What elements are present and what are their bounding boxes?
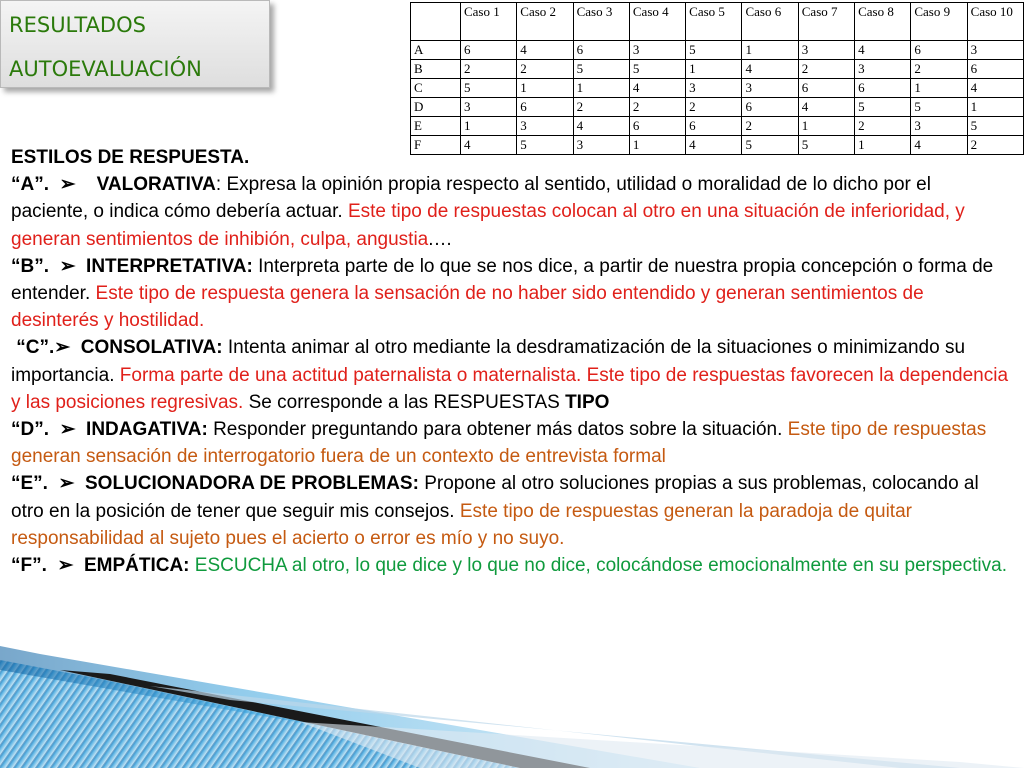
table-cell: 5 xyxy=(517,136,573,155)
table-cell: 4 xyxy=(460,136,516,155)
table-cell: 2 xyxy=(911,60,967,79)
style-d-desc: Responder preguntando para obtener más datos sobre la situación. xyxy=(213,419,783,441)
table-cell: 1 xyxy=(911,79,967,98)
table-cell: 1 xyxy=(742,41,798,60)
style-e-tag: “E”. xyxy=(11,473,48,495)
header-caso-7: Caso 7 xyxy=(798,3,854,41)
style-d-tag: “D”. xyxy=(11,419,49,441)
table-cell: 4 xyxy=(911,136,967,155)
section-heading: ESTILOS DE RESPUESTA. xyxy=(11,147,250,168)
table-cell: 6 xyxy=(798,79,854,98)
table-cell: 4 xyxy=(573,117,629,136)
style-f-effect: ESCUCHA al otro, lo que dice y lo que no dice, colocándose emocionalmente en su perspectiva. xyxy=(194,555,1007,577)
table-header-row xyxy=(411,3,1024,41)
table-corner-cell xyxy=(411,3,461,41)
style-a-tag: “A”. xyxy=(11,174,49,196)
table-cell: 5 xyxy=(967,117,1023,136)
style-e-effect: Este tipo de respuestas generan la paradoja de quitar responsabilidad al sujeto pues el acierto o error es mío y no suyo. xyxy=(11,500,912,549)
table-cell: 1 xyxy=(573,79,629,98)
table-cell: 6 xyxy=(629,117,685,136)
table-cell: 3 xyxy=(460,98,516,117)
table-cell: 3 xyxy=(686,79,742,98)
table-cell: 5 xyxy=(629,60,685,79)
bullet-arrow-icon: ➢ xyxy=(59,419,76,441)
header-caso-2: Caso 2 xyxy=(517,3,573,41)
header-caso-4: Caso 4 xyxy=(629,3,685,41)
style-a-paragraph xyxy=(11,171,1011,253)
table-cell: 1 xyxy=(855,136,911,155)
table-cell: 1 xyxy=(629,136,685,155)
table-cell: 3 xyxy=(967,41,1023,60)
table-cell: 5 xyxy=(742,136,798,155)
table-row xyxy=(411,117,1024,136)
table-cell: 5 xyxy=(911,98,967,117)
table-cell: 2 xyxy=(629,98,685,117)
table-cell: 3 xyxy=(742,79,798,98)
style-a-tail: .… xyxy=(428,228,453,250)
style-c-paragraph xyxy=(11,334,1011,416)
row-label: A xyxy=(411,41,461,60)
table-cell: 3 xyxy=(911,117,967,136)
table-cell: 5 xyxy=(573,60,629,79)
table-cell: 2 xyxy=(573,98,629,117)
bullet-arrow-icon: ➢ xyxy=(58,473,75,495)
bullet-arrow-icon: ➢ xyxy=(54,337,71,359)
style-d-effect: Este tipo de respuestas generan sensación de interrogatorio fuera de un contexto de entrevista formal xyxy=(11,419,987,468)
row-label: B xyxy=(411,60,461,79)
style-f-tag: “F”. xyxy=(11,555,47,577)
table-cell: 3 xyxy=(798,41,854,60)
table-cell: 4 xyxy=(629,79,685,98)
header-caso-3: Caso 3 xyxy=(573,3,629,41)
results-table xyxy=(410,2,1024,155)
style-f-name: EMPÁTICA: xyxy=(83,555,190,577)
body-text xyxy=(11,144,1011,579)
table-cell: 4 xyxy=(967,79,1023,98)
table-cell: 2 xyxy=(517,60,573,79)
style-d-name: INDAGATIVA: xyxy=(86,419,208,441)
style-c-name: CONSOLATIVA: xyxy=(80,337,223,359)
table-cell: 4 xyxy=(742,60,798,79)
table-cell: 4 xyxy=(686,136,742,155)
table-cell: 6 xyxy=(967,60,1023,79)
style-a-desc: : Expresa la opinión propia respecto al sentido, utilidad o moralidad de lo dicho por el paciente, o indica cómo debería actuar. xyxy=(11,174,931,223)
table-cell: 3 xyxy=(573,136,629,155)
table-cell: 3 xyxy=(629,41,685,60)
table-row xyxy=(411,60,1024,79)
table-cell: 1 xyxy=(967,98,1023,117)
decorative-swoosh xyxy=(0,640,1024,768)
header-caso-6: Caso 6 xyxy=(742,3,798,41)
table-row xyxy=(411,79,1024,98)
table-cell: 4 xyxy=(798,98,854,117)
header-caso-8: Caso 8 xyxy=(855,3,911,41)
table-cell: 5 xyxy=(855,98,911,117)
row-label: C xyxy=(411,79,461,98)
table-cell: 5 xyxy=(798,136,854,155)
table-cell: 3 xyxy=(855,60,911,79)
bullet-arrow-icon: ➢ xyxy=(59,255,76,277)
style-e-desc: Propone al otro soluciones propias a sus problemas, colocando al otro en la posición de tener que seguir mis consejos. xyxy=(11,473,979,522)
table-cell: 1 xyxy=(460,117,516,136)
table-cell: 6 xyxy=(742,98,798,117)
style-b-paragraph xyxy=(11,253,1011,335)
table-cell: 4 xyxy=(517,41,573,60)
header-caso-10: Caso 10 xyxy=(967,3,1023,41)
style-d-paragraph xyxy=(11,416,1011,470)
style-e-name: SOLUCIONADORA DE PROBLEMAS: xyxy=(85,473,419,495)
header-caso-1: Caso 1 xyxy=(460,3,516,41)
style-a-effect: Este tipo de respuestas colocan al otro en una situación de inferioridad, y generan sentimientos de inhibión, culpa, angustia xyxy=(11,201,965,250)
header-caso-9: Caso 9 xyxy=(911,3,967,41)
row-label: F xyxy=(411,136,461,155)
table-cell: 6 xyxy=(517,98,573,117)
style-b-desc: Interpreta parte de lo que se nos dice, a partir de nuestra propia concepción o forma de entender. xyxy=(11,255,994,305)
table-body xyxy=(411,41,1024,155)
row-label: E xyxy=(411,117,461,136)
table-cell: 3 xyxy=(517,117,573,136)
table-cell: 6 xyxy=(911,41,967,60)
table-cell: 2 xyxy=(967,136,1023,155)
table-cell: 4 xyxy=(855,41,911,60)
style-c-effect: Forma parte de una actitud paternalista o maternalista. Este tipo de respuestas favorecen la dependencia y las posiciones regresivas. xyxy=(11,364,1009,413)
style-c-desc: Intenta animar al otro mediante la desdramatización de la situaciones o minimizando su importancia. xyxy=(11,337,966,386)
style-c-tail: Se corresponde a las RESPUESTAS xyxy=(248,391,560,413)
style-f-paragraph xyxy=(11,552,1011,579)
table-cell: 1 xyxy=(686,60,742,79)
row-label: D xyxy=(411,98,461,117)
style-b-tag: “B”. xyxy=(11,255,49,277)
bullet-arrow-icon: ➢ xyxy=(59,174,76,196)
table-cell: 1 xyxy=(798,117,854,136)
table-cell: 6 xyxy=(573,41,629,60)
table-cell: 2 xyxy=(686,98,742,117)
table-cell: 2 xyxy=(742,117,798,136)
title-box xyxy=(0,0,270,88)
style-c-tail-bold: TIPO xyxy=(565,391,610,413)
table-cell: 5 xyxy=(460,79,516,98)
table-cell: 2 xyxy=(460,60,516,79)
style-a-name: VALORATIVA xyxy=(96,174,216,196)
style-b-name: INTERPRETATIVA: xyxy=(86,255,253,277)
table-cell: 6 xyxy=(855,79,911,98)
table-row xyxy=(411,98,1024,117)
table-cell: 2 xyxy=(855,117,911,136)
table-cell: 2 xyxy=(798,60,854,79)
bullet-arrow-icon: ➢ xyxy=(57,555,74,577)
style-b-effect: Este tipo de respuesta genera la sensación de no haber sido entendido y generan sentimientos de desinterés y hostilidad. xyxy=(11,283,924,332)
table-cell: 6 xyxy=(686,117,742,136)
header-caso-5: Caso 5 xyxy=(686,3,742,41)
table-cell: 6 xyxy=(460,41,516,60)
style-e-paragraph xyxy=(11,470,1011,552)
table-row xyxy=(411,41,1024,60)
table-cell: 1 xyxy=(517,79,573,98)
table-cell: 5 xyxy=(686,41,742,60)
title-line-1: RESULTADOS xyxy=(9,13,146,37)
style-c-tag: “C”. xyxy=(16,337,55,359)
title-line-2: AUTOEVALUACIÓN xyxy=(9,57,202,81)
